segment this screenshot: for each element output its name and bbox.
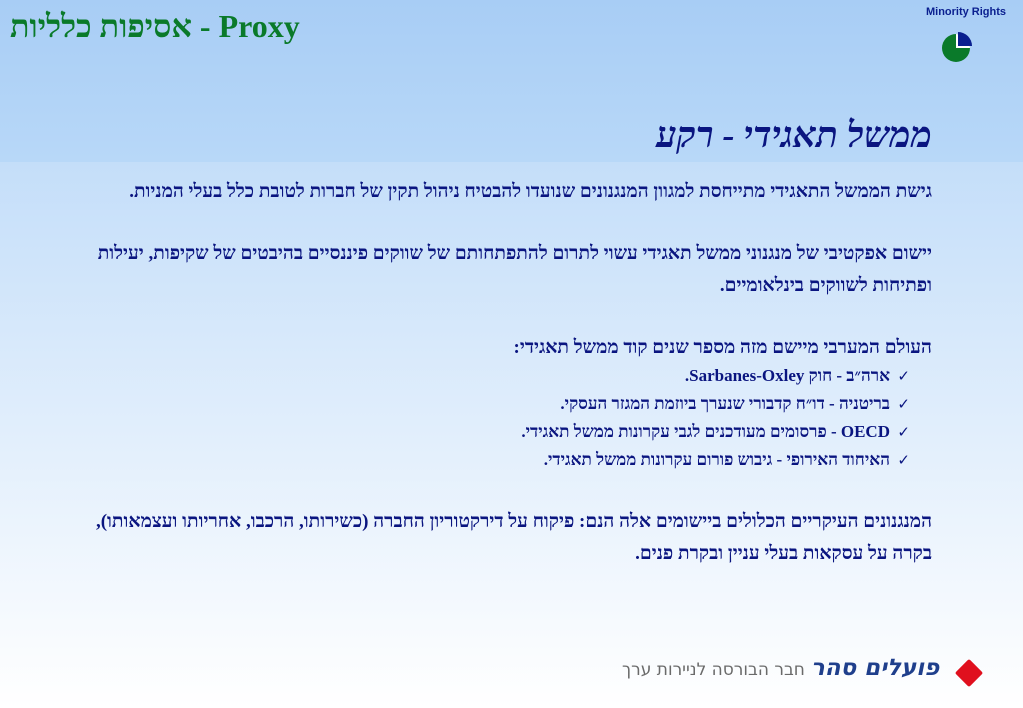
- checklist: [60, 362, 932, 474]
- checklist-item: [60, 418, 910, 446]
- checklist-item-text: ארה״ב - חוק Sarbanes-Oxley.: [684, 366, 890, 385]
- checkmark-icon: ✓: [897, 451, 910, 469]
- body-paragraph-2: יישום אפקטיבי של מנגנוני ממשל תאגידי עשוי לתרום להתפתחותם של שווקים פיננסיים בהיבטים של שקיפות, יעילות ופתיחות לשווקים בינלאומיים.: [97, 243, 932, 296]
- deck-title-hebrew: אסיפות כלליות: [10, 8, 192, 44]
- checkmark-icon: ✓: [897, 395, 910, 413]
- body-paragraph-3: העולם המערבי מיישם מזה מספר שנים קוד ממשל תאגידי:: [513, 337, 932, 358]
- section-label: Minority Rights: [925, 6, 1007, 18]
- footer-subtitle: חבר הבורסה לניירות ערך: [622, 660, 805, 680]
- red-diamond-logo-icon: [952, 656, 986, 690]
- checklist-item-text: האיחוד האירופי - גיבוש פורום עקרונות ממשל תאגידי.: [543, 450, 890, 469]
- checklist-item-text: בריטניה - דו״ח קדבורי שנערך ביוזמת המגזר העסקי.: [560, 394, 890, 413]
- checklist-item: [60, 446, 910, 474]
- checkmark-icon: ✓: [897, 367, 910, 385]
- checklist-item: [60, 390, 910, 418]
- checklist-item: [60, 362, 910, 390]
- slide-title: ממשל תאגידי - רקע: [656, 115, 932, 155]
- body-paragraph-1: גישת הממשל התאגידי מתייחסת למגוון המנגנונים שנועדו להבטיח ניהול תקין של חברות לטובת כלל בעלי המניות.: [129, 181, 932, 202]
- pie-chart-icon: [940, 30, 972, 64]
- footer-brand: פועלים סהר: [810, 655, 940, 681]
- checkmark-icon: ✓: [897, 423, 910, 441]
- deck-title: [10, 8, 300, 45]
- footer-logo-text: [622, 655, 939, 681]
- deck-title-separator: -: [191, 8, 219, 44]
- body-paragraph-4: המנגנונים העיקריים הכלולים ביישומים אלה הנם: פיקוח על דירקטוריון החברה (כשירותו, הרכבו, אחריותו ועצמאותו), בקרה על עסקאות בעלי עניין ובקרת פנים.: [95, 511, 932, 564]
- deck-title-latin: Proxy: [218, 8, 300, 44]
- slide-body: [60, 176, 932, 600]
- checklist-item-text: OECD - פרסומים מעודכנים לגבי עקרונות ממשל תאגידי.: [521, 422, 890, 441]
